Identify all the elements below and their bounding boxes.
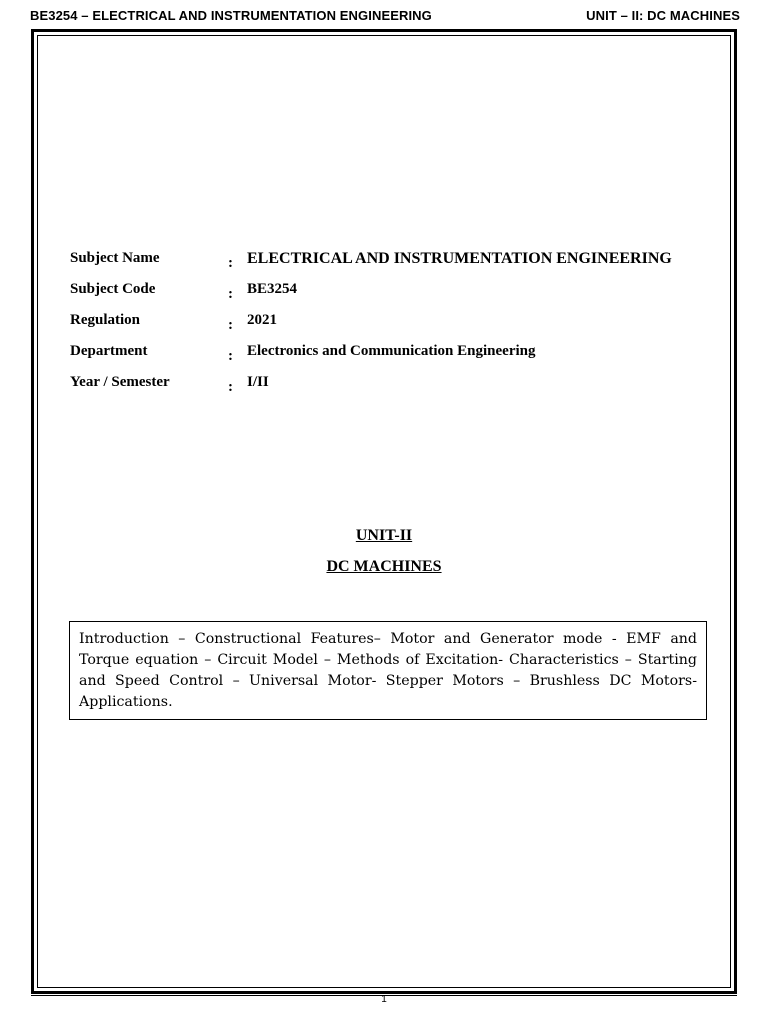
subject-code-label: Subject Code bbox=[70, 281, 156, 297]
department-colon: : bbox=[228, 348, 233, 364]
year-semester-row bbox=[70, 374, 730, 405]
year-semester-colon: : bbox=[228, 379, 233, 395]
subject-code-row bbox=[70, 281, 730, 312]
page-number: 1 bbox=[381, 994, 387, 1005]
regulation-row bbox=[70, 312, 730, 343]
department-row bbox=[70, 343, 730, 374]
header-course-title: BE3254 – ELECTRICAL AND INSTRUMENTATION ENGINEERING bbox=[30, 8, 432, 23]
subject-info-table bbox=[70, 250, 730, 405]
page-border-inner bbox=[37, 35, 731, 988]
subject-code-colon: : bbox=[228, 286, 233, 302]
running-header bbox=[30, 8, 742, 24]
unit-title-heading: DC MACHINES bbox=[326, 558, 442, 575]
subject-name-value: ELECTRICAL AND INSTRUMENTATION ENGINEERING bbox=[247, 250, 672, 267]
regulation-colon: : bbox=[228, 317, 233, 333]
year-semester-value: I/II bbox=[247, 374, 269, 390]
subject-name-label: Subject Name bbox=[70, 250, 160, 266]
unit-number-heading: UNIT-II bbox=[355, 527, 413, 544]
subject-name-row bbox=[70, 250, 730, 281]
year-semester-label: Year / Semester bbox=[70, 374, 170, 390]
department-value: Electronics and Communication Engineering bbox=[247, 343, 536, 359]
subject-name-colon: : bbox=[228, 255, 233, 271]
department-label: Department bbox=[70, 343, 148, 359]
regulation-label: Regulation bbox=[70, 312, 141, 328]
header-unit-title: UNIT – II: DC MACHINES bbox=[586, 8, 740, 23]
regulation-value: 2021 bbox=[247, 312, 277, 328]
subject-code-value: BE3254 bbox=[247, 281, 298, 297]
syllabus-box bbox=[69, 621, 707, 720]
syllabus-text: Introduction – Constructional Features– Motor and Generator mode - EMF and Torque equation – Circuit Model – Methods of Excitation- Characteristics – Starting and Speed Control – Universal Motor- Stepper Motors – Brushless DC Motors- Applications. bbox=[79, 631, 697, 710]
